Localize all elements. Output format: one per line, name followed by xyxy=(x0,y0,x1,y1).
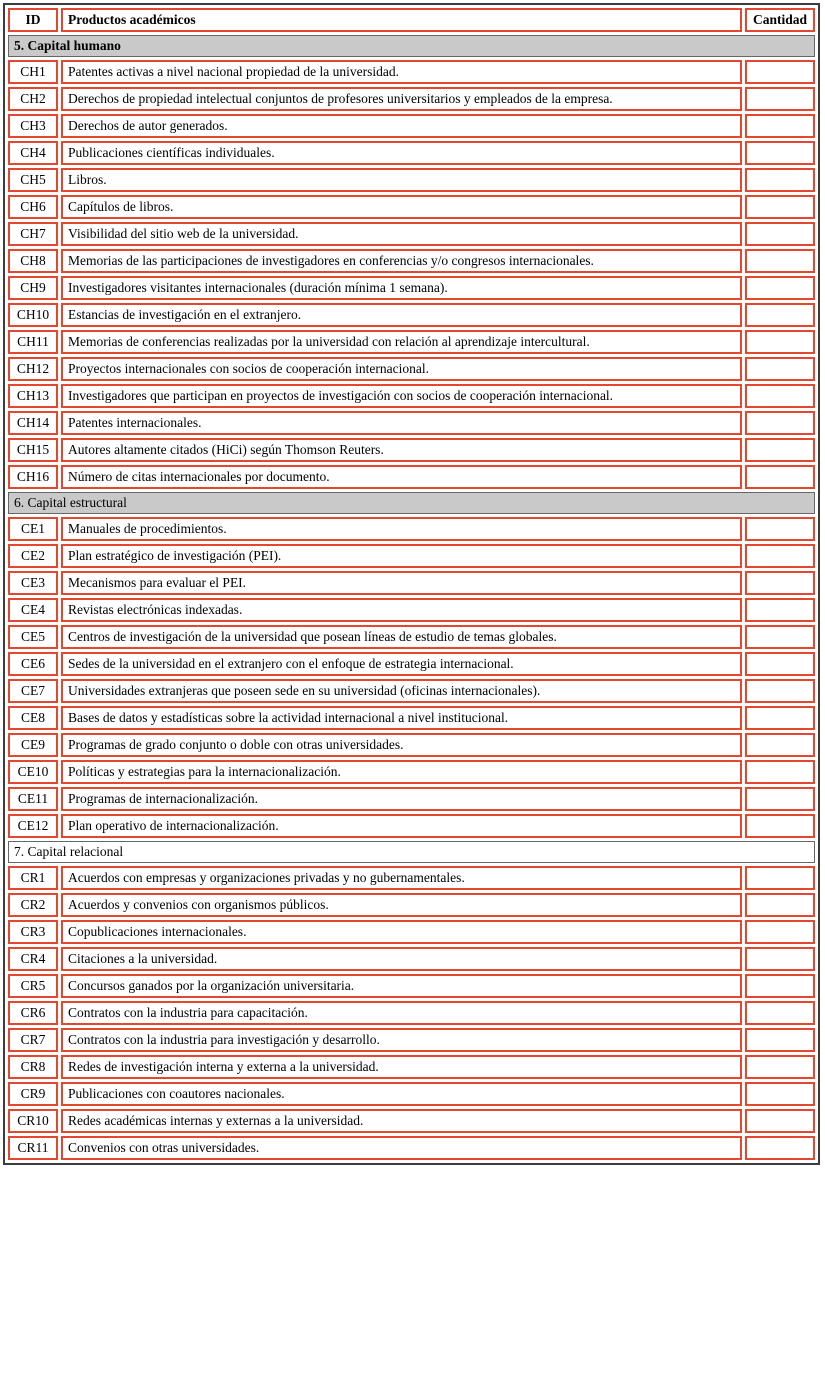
row-quantity-field[interactable] xyxy=(745,249,815,273)
row-product: Acuerdos con empresas y organizaciones privadas y no gubernamentales. xyxy=(61,866,742,890)
table-row xyxy=(8,222,815,246)
row-id: CE4 xyxy=(8,598,58,622)
row-id: CE9 xyxy=(8,733,58,757)
row-quantity-field[interactable] xyxy=(745,1136,815,1160)
table-row xyxy=(8,814,815,838)
row-quantity-field[interactable] xyxy=(745,706,815,730)
row-id: CE10 xyxy=(8,760,58,784)
row-product: Visibilidad del sitio web de la universidad. xyxy=(61,222,742,246)
row-id: CR1 xyxy=(8,866,58,890)
row-product: Investigadores que participan en proyectos de investigación con socios de cooperación internacional. xyxy=(61,384,742,408)
row-quantity-field[interactable] xyxy=(745,195,815,219)
row-product: Copublicaciones internacionales. xyxy=(61,920,742,944)
row-product: Universidades extranjeras que poseen sede en su universidad (oficinas internacionales). xyxy=(61,679,742,703)
row-quantity-field[interactable] xyxy=(745,652,815,676)
row-quantity-field[interactable] xyxy=(745,465,815,489)
table-row xyxy=(8,303,815,327)
table-row xyxy=(8,141,815,165)
row-id: CE5 xyxy=(8,625,58,649)
table-row xyxy=(8,625,815,649)
row-quantity-field[interactable] xyxy=(745,114,815,138)
table-row xyxy=(8,652,815,676)
row-product: Redes académicas internas y externas a la universidad. xyxy=(61,1109,742,1133)
table-row xyxy=(8,60,815,84)
row-product: Centros de investigación de la universidad que posean líneas de estudio de temas globales. xyxy=(61,625,742,649)
row-product: Políticas y estrategias para la internacionalización. xyxy=(61,760,742,784)
row-quantity-field[interactable] xyxy=(745,893,815,917)
row-quantity-field[interactable] xyxy=(745,679,815,703)
row-quantity-field[interactable] xyxy=(745,974,815,998)
table-row xyxy=(8,1001,815,1025)
row-product: Redes de investigación interna y externa a la universidad. xyxy=(61,1055,742,1079)
row-quantity-field[interactable] xyxy=(745,141,815,165)
table-row xyxy=(8,598,815,622)
row-quantity-field[interactable] xyxy=(745,222,815,246)
row-product: Plan estratégico de investigación (PEI). xyxy=(61,544,742,568)
row-quantity-field[interactable] xyxy=(745,733,815,757)
row-quantity-field[interactable] xyxy=(745,760,815,784)
row-product: Plan operativo de internacionalización. xyxy=(61,814,742,838)
row-id: CH12 xyxy=(8,357,58,381)
academic-products-table xyxy=(3,3,820,1165)
table-row xyxy=(8,249,815,273)
table-row xyxy=(8,893,815,917)
header-id: ID xyxy=(8,8,58,32)
row-quantity-field[interactable] xyxy=(745,1109,815,1133)
row-quantity-field[interactable] xyxy=(745,544,815,568)
row-id: CR7 xyxy=(8,1028,58,1052)
section-title: 6. Capital estructural xyxy=(8,492,815,514)
row-product: Programas de grado conjunto o doble con otras universidades. xyxy=(61,733,742,757)
table-row xyxy=(8,1055,815,1079)
row-id: CE6 xyxy=(8,652,58,676)
row-id: CR5 xyxy=(8,974,58,998)
row-id: CR10 xyxy=(8,1109,58,1133)
section-title: 7. Capital relacional xyxy=(8,841,815,863)
table-row xyxy=(8,706,815,730)
row-id: CE2 xyxy=(8,544,58,568)
row-id: CR2 xyxy=(8,893,58,917)
row-id: CH9 xyxy=(8,276,58,300)
row-id: CH8 xyxy=(8,249,58,273)
table-row xyxy=(8,438,815,462)
row-product: Programas de internacionalización. xyxy=(61,787,742,811)
row-quantity-field[interactable] xyxy=(745,1028,815,1052)
header-product: Productos académicos xyxy=(61,8,742,32)
row-id: CH6 xyxy=(8,195,58,219)
row-id: CR6 xyxy=(8,1001,58,1025)
row-product: Capítulos de libros. xyxy=(61,195,742,219)
row-product: Publicaciones científicas individuales. xyxy=(61,141,742,165)
section-header-row xyxy=(8,492,815,514)
row-id: CH11 xyxy=(8,330,58,354)
row-product: Proyectos internacionales con socios de cooperación internacional. xyxy=(61,357,742,381)
row-id: CE1 xyxy=(8,517,58,541)
row-id: CE7 xyxy=(8,679,58,703)
row-product: Revistas electrónicas indexadas. xyxy=(61,598,742,622)
products-table xyxy=(5,5,818,1163)
table-row xyxy=(8,974,815,998)
row-quantity-field[interactable] xyxy=(745,947,815,971)
table-row xyxy=(8,330,815,354)
row-quantity-field[interactable] xyxy=(745,920,815,944)
section-header-row xyxy=(8,841,815,863)
table-row xyxy=(8,544,815,568)
row-product: Bases de datos y estadísticas sobre la actividad internacional a nivel institucional. xyxy=(61,706,742,730)
section-title: 5. Capital humano xyxy=(8,35,815,57)
row-product: Memorias de las participaciones de investigadores en conferencias y/o congresos internacionales. xyxy=(61,249,742,273)
table-row xyxy=(8,1109,815,1133)
row-product: Publicaciones con coautores nacionales. xyxy=(61,1082,742,1106)
row-id: CH15 xyxy=(8,438,58,462)
row-quantity-field[interactable] xyxy=(745,571,815,595)
row-product: Concursos ganados por la organización universitaria. xyxy=(61,974,742,998)
row-product: Contratos con la industria para capacitación. xyxy=(61,1001,742,1025)
table-row xyxy=(8,1136,815,1160)
row-product: Manuales de procedimientos. xyxy=(61,517,742,541)
table-row xyxy=(8,87,815,111)
row-product: Citaciones a la universidad. xyxy=(61,947,742,971)
header-row xyxy=(8,8,815,32)
table-row xyxy=(8,920,815,944)
row-id: CR4 xyxy=(8,947,58,971)
table-row xyxy=(8,517,815,541)
row-id: CH10 xyxy=(8,303,58,327)
row-product: Libros. xyxy=(61,168,742,192)
row-quantity-field[interactable] xyxy=(745,866,815,890)
row-product: Convenios con otras universidades. xyxy=(61,1136,742,1160)
row-id: CH13 xyxy=(8,384,58,408)
row-product: Acuerdos y convenios con organismos públicos. xyxy=(61,893,742,917)
row-product: Investigadores visitantes internacionales (duración mínima 1 semana). xyxy=(61,276,742,300)
row-product: Memorias de conferencias realizadas por la universidad con relación al aprendizaje intercultural. xyxy=(61,330,742,354)
row-id: CH5 xyxy=(8,168,58,192)
row-id: CE8 xyxy=(8,706,58,730)
row-id: CH2 xyxy=(8,87,58,111)
table-row xyxy=(8,195,815,219)
section-header-row xyxy=(8,35,815,57)
row-quantity-field[interactable] xyxy=(745,814,815,838)
row-product: Autores altamente citados (HiCi) según Thomson Reuters. xyxy=(61,438,742,462)
row-quantity-field[interactable] xyxy=(745,1001,815,1025)
row-id: CH1 xyxy=(8,60,58,84)
row-id: CH16 xyxy=(8,465,58,489)
row-id: CH3 xyxy=(8,114,58,138)
row-quantity-field[interactable] xyxy=(745,168,815,192)
row-id: CR3 xyxy=(8,920,58,944)
table-row xyxy=(8,357,815,381)
row-product: Estancias de investigación en el extranjero. xyxy=(61,303,742,327)
row-quantity-field[interactable] xyxy=(745,276,815,300)
row-id: CH14 xyxy=(8,411,58,435)
table-row xyxy=(8,866,815,890)
row-product: Contratos con la industria para investigación y desarrollo. xyxy=(61,1028,742,1052)
header-quantity: Cantidad xyxy=(745,8,815,32)
row-quantity-field[interactable] xyxy=(745,625,815,649)
row-product: Derechos de propiedad intelectual conjuntos de profesores universitarios y empleados de la empresa. xyxy=(61,87,742,111)
table-row xyxy=(8,733,815,757)
row-quantity-field[interactable] xyxy=(745,1082,815,1106)
table-row xyxy=(8,679,815,703)
table-row xyxy=(8,465,815,489)
row-product: Número de citas internacionales por documento. xyxy=(61,465,742,489)
table-row xyxy=(8,1082,815,1106)
row-product: Patentes internacionales. xyxy=(61,411,742,435)
table-row xyxy=(8,787,815,811)
row-id: CE3 xyxy=(8,571,58,595)
table-row xyxy=(8,571,815,595)
table-row xyxy=(8,168,815,192)
row-id: CE11 xyxy=(8,787,58,811)
table-row xyxy=(8,384,815,408)
row-product: Patentes activas a nivel nacional propiedad de la universidad. xyxy=(61,60,742,84)
row-id: CR9 xyxy=(8,1082,58,1106)
row-id: CR8 xyxy=(8,1055,58,1079)
row-quantity-field[interactable] xyxy=(745,411,815,435)
row-quantity-field[interactable] xyxy=(745,60,815,84)
row-product: Derechos de autor generados. xyxy=(61,114,742,138)
table-row xyxy=(8,411,815,435)
row-quantity-field[interactable] xyxy=(745,87,815,111)
row-id: CH4 xyxy=(8,141,58,165)
row-quantity-field[interactable] xyxy=(745,357,815,381)
table-row xyxy=(8,760,815,784)
row-quantity-field[interactable] xyxy=(745,787,815,811)
row-quantity-field[interactable] xyxy=(745,1055,815,1079)
row-quantity-field[interactable] xyxy=(745,384,815,408)
row-id: CH7 xyxy=(8,222,58,246)
table-row xyxy=(8,276,815,300)
row-product: Sedes de la universidad en el extranjero con el enfoque de estrategia internacional. xyxy=(61,652,742,676)
row-id: CR11 xyxy=(8,1136,58,1160)
table-row xyxy=(8,114,815,138)
row-quantity-field[interactable] xyxy=(745,517,815,541)
table-row xyxy=(8,947,815,971)
row-quantity-field[interactable] xyxy=(745,303,815,327)
row-quantity-field[interactable] xyxy=(745,438,815,462)
row-quantity-field[interactable] xyxy=(745,330,815,354)
table-row xyxy=(8,1028,815,1052)
row-product: Mecanismos para evaluar el PEI. xyxy=(61,571,742,595)
row-id: CE12 xyxy=(8,814,58,838)
row-quantity-field[interactable] xyxy=(745,598,815,622)
